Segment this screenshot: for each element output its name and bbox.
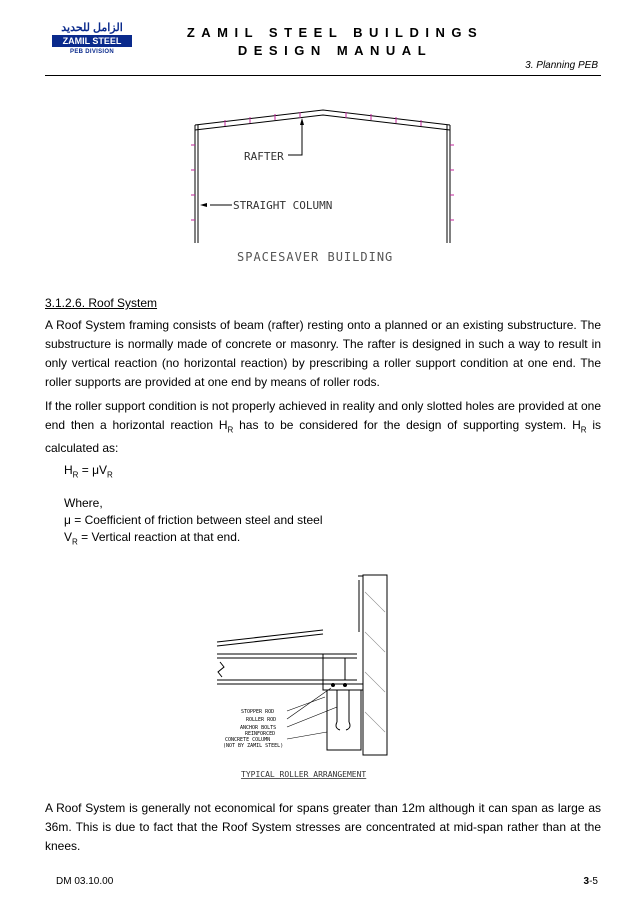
logo-division: PEB DIVISION [70,49,114,55]
concrete-column [327,690,361,750]
vr-definition: $V_R$ = Vertical reaction at that end. [64,530,241,547]
roller-arrangement-figure [215,572,405,782]
figure1-caption: SPACESAVER BUILDING [237,250,394,264]
document-title [180,24,490,60]
header-divider [45,75,601,76]
paragraph-3: A Roof System is generally not economical for spans greater than 12m although it can span as large as 36m. This is due to fact that the Roof System stresses are concentrated at mid-span rather than at the knees. [45,801,601,853]
title-line-1: ZAMIL STEEL BUILDINGS [186,25,484,40]
stopper-rod-label: STOPPER ROD [241,709,275,715]
column-label: STRAIGHT COLUMN [233,199,333,212]
roller-rod-label: ROLLER ROD [246,717,277,723]
rafter-leader [288,122,302,155]
not-by-zamil-label: (NOT BY ZAMIL STEEL) [223,743,284,749]
paragraph-2: If the roller support condition is not properly achieved in reality and only slotted holes are provided at one end then a horizontal reaction $H_R$ has to be considered for the design of supporting system. $H_R$ is calculated as: [45,399,602,456]
section-heading: 3.1.2.6. Roof System [45,296,158,310]
reinforced-label: REINFORCED [245,731,276,737]
rafter-line [195,110,450,125]
roller-rod [331,683,335,687]
logo-name: ZAMIL STEEL [52,35,132,47]
page-number: 3-5 [583,876,598,887]
figure2-caption: TYPICAL ROLLER ARRANGEMENT [241,770,367,779]
paragraph-1: A Roof System framing consists of beam (rafter) resting onto a planned or an existing substructure. The substructure is normally made of concrete or masonry. The rafter is designed in such a way to result in only vertical reaction (no horizontal reaction) by prescribing a roller support condition at one end. The roller supports are provided at one end by means of roller rods. [45,318,601,389]
rafter-label: RAFTER [244,150,284,163]
spacesaver-figure [180,100,470,270]
doc-id: DM 03.10.00 [56,876,114,887]
concrete-column-label: CONCRETE COLUMN [225,737,271,743]
title-line-2: DESIGN MANUAL [237,43,433,58]
anchor-bolts-label: ANCHOR BOLTS [240,725,277,731]
formula: $H_R = \mu V_R$ [64,463,113,480]
chapter-label: 3. Planning PEB [525,60,598,71]
mu-definition: μ = Coefficient of friction between steel and steel [64,513,323,527]
company-logo [52,22,132,55]
where-label: Where, [64,496,103,510]
logo-arabic-text: الزامل للحديد [61,22,123,34]
